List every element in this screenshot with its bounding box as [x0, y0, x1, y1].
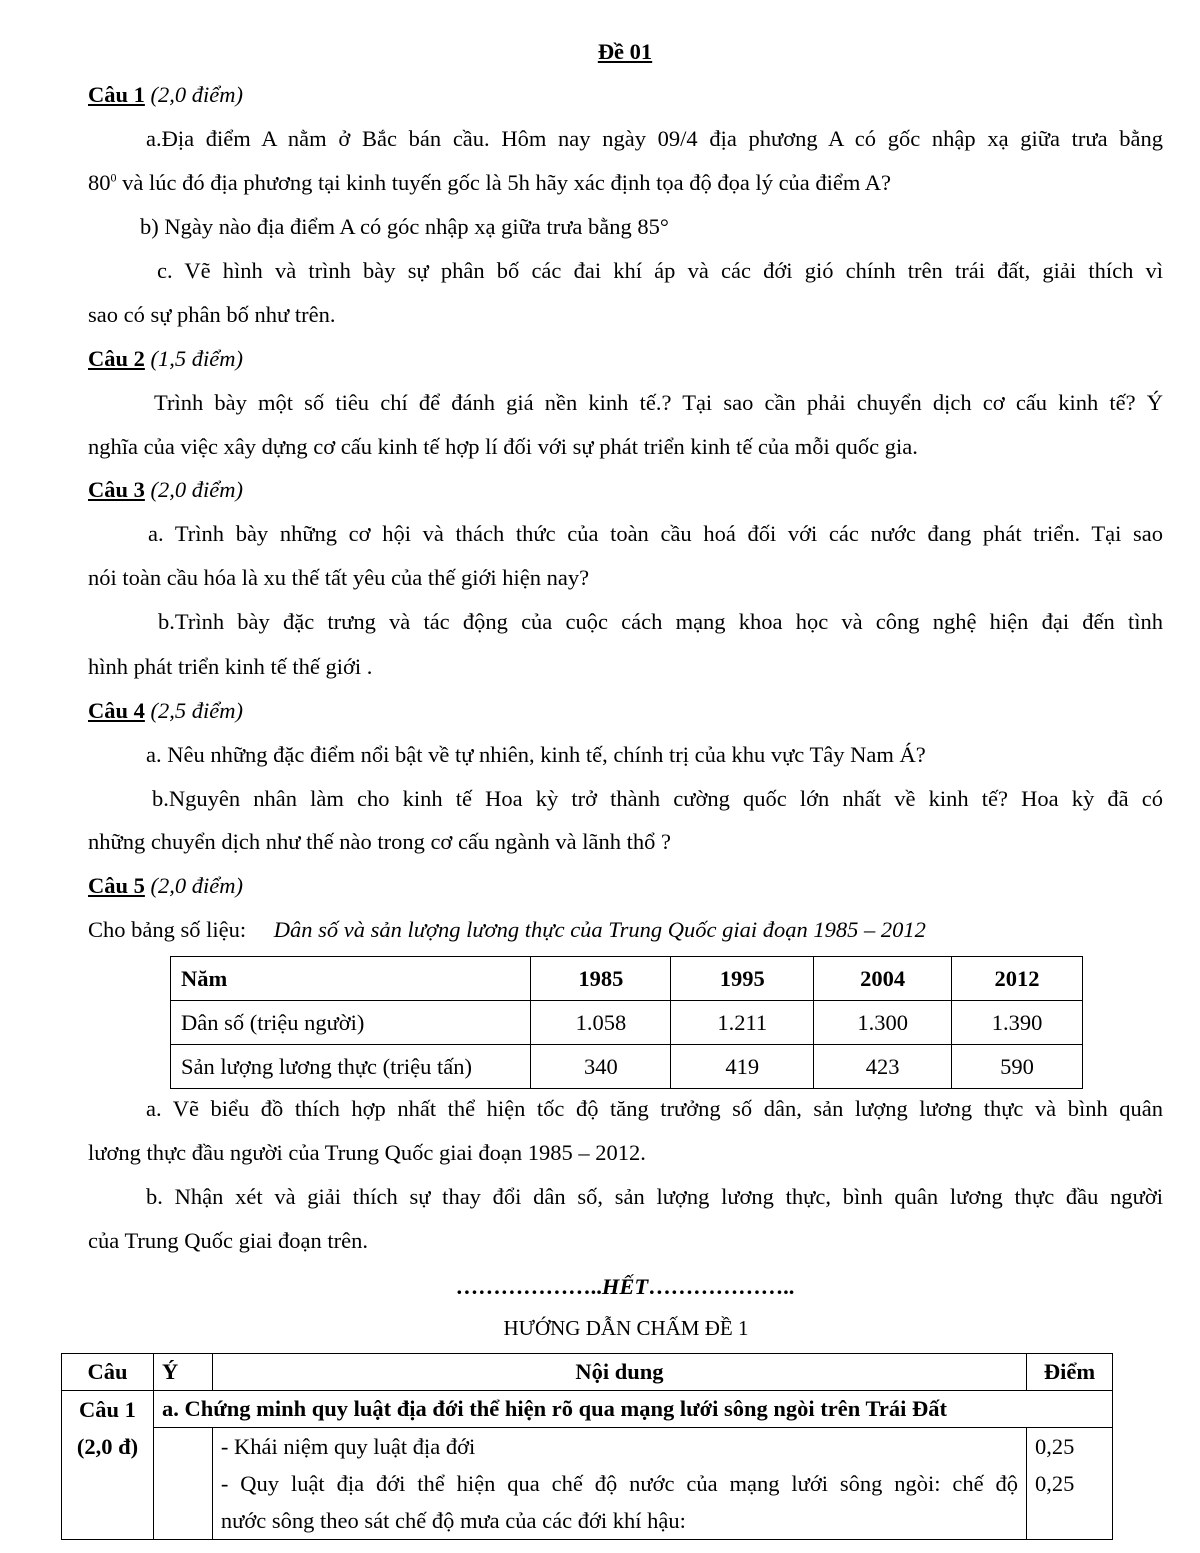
table-header-row	[171, 957, 1083, 1001]
question-2-label: Câu 2	[88, 346, 145, 371]
grading-header-cell: Câu	[62, 1354, 154, 1391]
grading-question-points: (2,0 đ)	[76, 1434, 139, 1459]
question-1-points: (2,0 điểm)	[150, 82, 243, 107]
question-5-heading	[88, 864, 1163, 908]
grading-header-cell: Nội dung	[212, 1354, 1026, 1391]
table-cell: Dân số (triệu người)	[171, 1001, 531, 1045]
question-2-line-1: Trình bày một số tiêu chí để đánh giá nền kinh tế.? Tại sao cần phải chuyển dịch cơ cấu kinh tế? Ý	[154, 390, 1163, 415]
table-caption: Dân số và sản lượng lương thực của Trung Quốc giai đoạn 1985 – 2012	[273, 917, 926, 942]
grading-item-2-line-1: - Quy luật địa đới thể hiện qua chế độ nước của mạng lưới sông ngòi: chế độ	[220, 1471, 1019, 1496]
question-1a-line-1: a.Địa điểm A nằm ở Bắc bán cầu. Hôm nay ngày 09/4 địa phương A có gốc nhập xạ giữa trưa bằng	[146, 126, 1163, 151]
question-4b-line-1: b.Nguyên nhân làm cho kinh tế Hoa kỳ trở thành cường quốc lớn nhất về kinh tế? Hoa kỳ đã có	[152, 786, 1163, 811]
question-3-label: Câu 3	[88, 477, 145, 502]
question-5-intro-line	[88, 908, 1163, 952]
table-row	[171, 1045, 1083, 1089]
population-food-table	[170, 956, 1083, 1089]
grading-item-1: - Khái niệm quy luật địa đới	[220, 1434, 476, 1459]
exam-title: Đề 01	[597, 39, 653, 64]
question-1b: b) Ngày nào địa điểm A có góc nhập xạ giữa trưa bằng 85°	[140, 214, 669, 239]
end-word: HẾT	[601, 1274, 649, 1299]
question-5a-line-2: lương thực đầu người của Trung Quốc giai đoạn 1985 – 2012.	[88, 1140, 646, 1165]
grading-content-cell	[212, 1428, 1026, 1540]
question-5-points: (2,0 điểm)	[150, 873, 243, 898]
grading-header-row	[62, 1354, 1113, 1391]
question-1-label: Câu 1	[88, 82, 145, 107]
end-dots-right: ………………..	[648, 1274, 795, 1299]
grading-question-label: Câu 1	[79, 1397, 136, 1422]
table-cell: 1.058	[531, 1001, 671, 1045]
grading-score: 0,25	[1035, 1434, 1075, 1459]
grading-row	[62, 1428, 1113, 1540]
question-5b-line-2: của Trung Quốc giai đoạn trên.	[88, 1228, 368, 1253]
question-5a-line-1: a. Vẽ biểu đồ thích hợp nhất thể hiện tốc độ tăng trưởng số dân, sản lượng lương thực và bình quân	[146, 1096, 1163, 1121]
grading-row	[62, 1391, 1113, 1428]
grading-score: 0,25	[1035, 1471, 1075, 1496]
question-3a-line-2: nói toàn cầu hóa là xu thế tất yêu của thế giới hiện nay?	[88, 565, 590, 590]
table-cell: 419	[671, 1045, 814, 1089]
question-2-points: (1,5 điểm)	[150, 346, 243, 371]
question-1c-line-1: c. Vẽ hình và trình bày sự phân bố các đai khí áp và các đới gió chính trên trái đất, giải thích vì	[157, 258, 1163, 283]
question-2-line-2: nghĩa của việc xây dựng cơ cấu kinh tế hợp lí đối với sự phát triển kinh tế của mỗi quốc gia.	[88, 434, 918, 459]
question-3a-line-1: a. Trình bày những cơ hội và thách thức của toàn cầu hoá đối với các nước đang phát triển. Tại sao	[148, 521, 1163, 546]
question-5-intro: Cho bảng số liệu:	[88, 917, 247, 942]
grading-header-cell: Ý	[153, 1354, 212, 1391]
grading-sub-cell	[153, 1428, 212, 1540]
question-5b-line-1: b. Nhận xét và giải thích sự thay đổi dân số, sản lượng lương thực, bình quân lương thực đầu người	[146, 1184, 1163, 1209]
table-row	[171, 1001, 1083, 1045]
grading-guide-title: HƯỚNG DẪN CHẤM ĐỀ 1	[503, 1316, 749, 1340]
table-header-cell: 1995	[671, 957, 814, 1001]
table-header-cell: 2004	[814, 957, 952, 1001]
question-1a-degree-value: 80	[88, 170, 111, 195]
question-3-points: (2,0 điểm)	[150, 477, 243, 502]
question-1a-degree-sup: 0	[110, 170, 117, 185]
table-cell: 1.390	[952, 1001, 1083, 1045]
table-cell: 423	[814, 1045, 952, 1089]
question-2-heading	[88, 337, 1163, 381]
table-cell: 1.211	[671, 1001, 814, 1045]
grading-question-cell	[62, 1391, 154, 1540]
question-3b-line-2: hình phát triển kinh tế thế giới .	[88, 654, 373, 679]
grading-header-cell: Điểm	[1027, 1354, 1113, 1391]
question-4-points: (2,5 điểm)	[150, 698, 243, 723]
grading-item-2-line-2: nước sông theo sát chế độ mưa của các đới khí hậu:	[220, 1508, 686, 1533]
table-header-cell: 1985	[531, 957, 671, 1001]
grading-table	[61, 1353, 1113, 1540]
question-4-label: Câu 4	[88, 698, 145, 723]
table-cell: 1.300	[814, 1001, 952, 1045]
table-cell: Sản lượng lương thực (triệu tấn)	[171, 1045, 531, 1089]
question-5-label: Câu 5	[88, 873, 145, 898]
end-dots-left: ………………..	[455, 1274, 602, 1299]
question-1a-line-2	[88, 161, 1163, 205]
question-4a: a. Nêu những đặc điểm nổi bật về tự nhiên, kinh tế, chính trị của khu vực Tây Nam Á?	[146, 742, 926, 767]
table-cell: 340	[531, 1045, 671, 1089]
table-cell: 590	[952, 1045, 1083, 1089]
grading-score-cell	[1027, 1428, 1113, 1540]
question-3-heading	[88, 468, 1163, 512]
question-4-heading	[88, 689, 1163, 733]
question-1c-line-2: sao có sự phân bố như trên.	[88, 302, 336, 327]
table-header-cell: 2012	[952, 957, 1083, 1001]
end-marker	[0, 1265, 1200, 1309]
question-4b-line-2: những chuyển dịch như thế nào trong cơ cấu ngành và lãnh thổ ?	[88, 829, 672, 854]
grading-section-title: a. Chứng minh quy luật địa đới thể hiện rõ qua mạng lưới sông ngòi trên Trái Đất	[153, 1391, 1112, 1428]
question-1a-line-2-text: và lúc đó địa phương tại kinh tuyến gốc là 5h hãy xác định tọa độ đọa lý của điểm A?	[116, 170, 892, 195]
question-1-heading	[88, 73, 1163, 117]
table-header-cell: Năm	[171, 957, 531, 1001]
question-3b-line-1: b.Trình bày đặc trưng và tác động của cuộc cách mạng khoa học và công nghệ hiện đại đến tình	[158, 609, 1163, 634]
